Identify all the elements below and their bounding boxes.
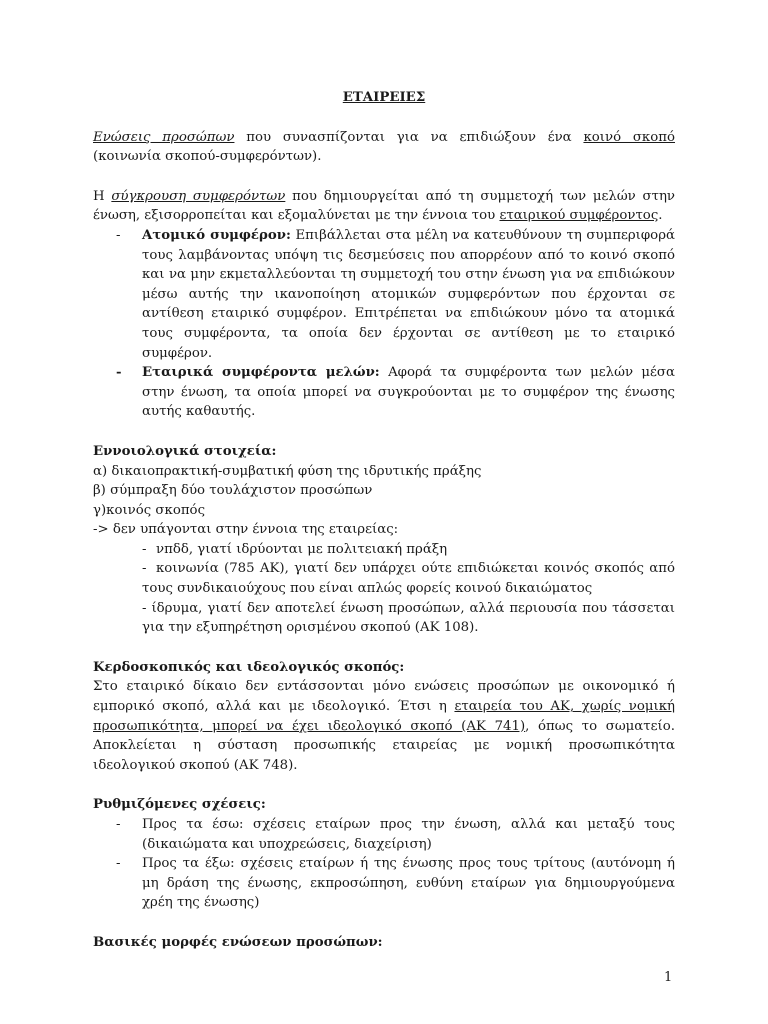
section-heading-concepts: Εννοιολογικά στοιχεία: — [93, 443, 277, 459]
corporate-interest-term: εταιρικού συμφέροντος — [499, 208, 659, 224]
list-item — [93, 540, 675, 560]
list-item-text: Προς τα έσω: σχέσεις εταίρων προς την ένωση, αλλά και μεταξύ τους (δικαιώματα και υποχρεώσεις, διαχείριση) — [142, 817, 675, 852]
profit-paragraph — [93, 677, 675, 775]
spacer — [93, 913, 675, 933]
intro-paragraph — [93, 128, 675, 167]
concept-line: γ)κοινός σκοπός — [93, 502, 206, 518]
list-item-text: κοινωνία (785 ΑΚ), γιατί δεν υπάρχει ούτε επιδιώκεται κοινός σκοπός από τους συνδικαιούχους που είναι απλώς φορείς κοινού δικαιώματος — [142, 561, 675, 597]
conflict-text: Η — [93, 188, 112, 204]
bullet-marker: - — [142, 541, 147, 557]
page-number: 1 — [664, 970, 673, 985]
page-title: ΕΤΑΙΡΕΙΕΣ — [342, 90, 426, 105]
profit-underlined-text: εταιρεία του ΑΚ, χωρίς νομική προσωπικότητα, μπορεί να έχει ιδεολογικό σκοπό (ΑΚ 741) — [93, 699, 675, 734]
concept-line: β) σύμπραξη δύο τουλάχιστον προσώπων — [93, 483, 373, 499]
concept-line: α) δικαιοπρακτική-συμβατική φύση της ιδρυτικής πράξης — [93, 463, 482, 479]
list-item — [93, 226, 675, 363]
bullet-marker: - — [142, 561, 147, 577]
concept-line: -> δεν υπάγονται στην έννοια της εταιρείας: — [93, 522, 399, 538]
list-item — [93, 363, 675, 422]
section-heading-relations: Ρυθμιζόμενες σχέσεις: — [93, 797, 266, 813]
spacer — [93, 167, 675, 187]
bullet-marker: - — [116, 856, 121, 872]
list-item-text: Προς τα έξω: σχέσεις εταίρων ή της ένωσης προς τους τρίτους (αυτόνομη ή μη δράση της ένωσης, εκπροσώπηση, ευθύνη εταίρων για δημιουργούμενα χρέη της ένωσης) — [142, 856, 675, 911]
bullet-marker: - — [116, 227, 121, 243]
conflict-text-mid: που δημιουργείται από τη συμμετοχή των μελών στην ένωση, εξισορροπείται και εξομαλύνεται με την έννοια του — [93, 188, 675, 224]
profit-text-end: , όπως το σωματείο. Αποκλείεται η σύσταση προσωπικής εταιρείας με νομική προσωπικότητα ιδεολογικού σκοπού (ΑΚ 748). — [93, 718, 675, 773]
list-item-text: Επιβάλλεται στα μέλη να κατευθύνουν τη συμπεριφορά τους λαμβάνοντας υπόψη τις δεσμεύσεις που απορρέουν από το κοινό σκοπό και να μην εκμεταλλεύονται τη συμμετοχή του στην ένωση για να επιδιώκουν μέσω αυτής την ικανοποίηση ατομικών συμφερόντων που έρχονται σε αντίθεση εταιρικό συμφέρον. Επιτρέπεται να επιδιώκουν μόνο τα ατομικά τους συμφέροντα, τα οποία δεν έρχονται σε αντίθεση με το εταιρικό συμφέρον. — [142, 227, 675, 361]
list-item — [93, 559, 675, 598]
list-item — [93, 815, 675, 854]
list-item-text: νπδδ, γιατί ιδρύονται με πολιτειακή πράξη — [156, 541, 448, 557]
conflict-text-end: . — [658, 208, 663, 224]
bullet-marker: - — [116, 365, 122, 381]
intro-common-purpose: κοινό σκοπό — [583, 129, 675, 145]
list-item-heading: Εταιρικά συμφέροντα μελών: — [142, 365, 380, 381]
bullet-marker: - — [116, 817, 121, 832]
intro-term: Ενώσεις προσώπων — [93, 129, 235, 145]
list-item-text: - ίδρυμα, γιατί δεν αποτελεί ένωση προσώπων, αλλά περιουσία που τάσσεται για την εξυπηρέτηση ορισμένου σκοπού (ΑΚ 108). — [142, 600, 675, 636]
spacer — [93, 422, 675, 442]
section-heading-forms: Βασικές μορφές ενώσεων προσώπων: — [93, 934, 383, 950]
intro-text-end: (κοινωνία σκοπού-συμφερόντων). — [93, 149, 322, 165]
list-item-text: Αφορά τα συμφέροντα των μελών μέσα στην ένωση, τα οποία μπορεί να συγκρούονται με το συμφέρον της ένωσης αυτής καθαυτής. — [142, 365, 675, 420]
document-body — [93, 88, 675, 953]
list-item-heading: Ατομικό συμφέρον: — [142, 227, 291, 243]
conflict-paragraph — [93, 187, 675, 226]
section-heading-profit: Κερδοσκοπικός και ιδεολογικός σκοπός: — [93, 659, 405, 675]
list-item — [93, 854, 675, 913]
conflict-term: σύγκρουση συμφερόντων — [111, 188, 286, 204]
spacer — [93, 775, 675, 795]
profit-text: Στο εταιρικό δίκαιο δεν εντάσσονται μόνο ενώσεις προσώπων με οικονομικό ή εμπορικό σκοπό, αλλά και με ιδεολογικό. Έτσι η — [93, 679, 675, 715]
intro-text: που συνασπίζονται για να επιδιώξουν ένα — [234, 129, 584, 145]
spacer — [93, 638, 675, 658]
